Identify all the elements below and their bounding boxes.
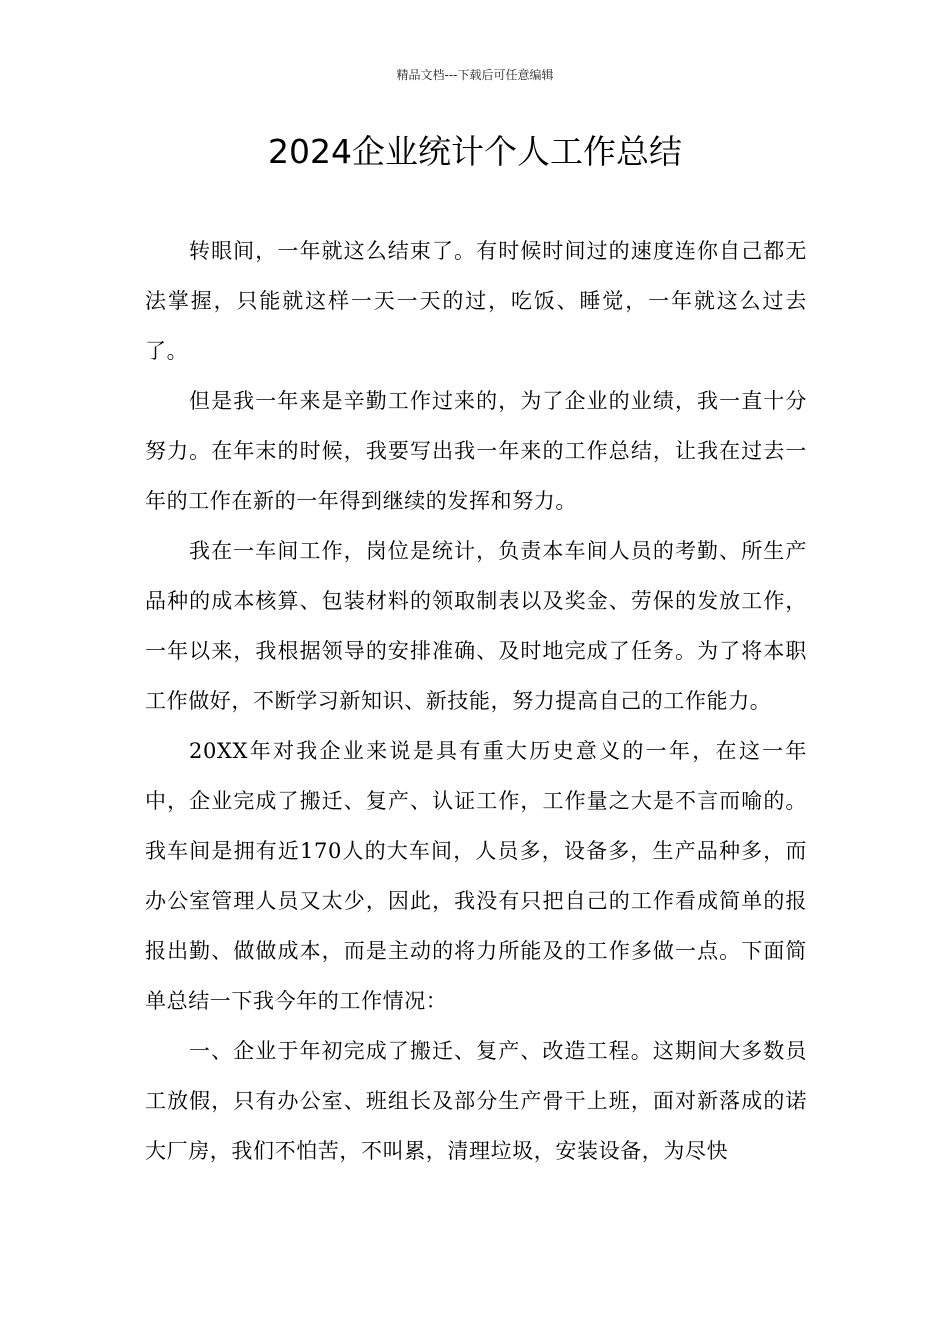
document-body [145,226,807,1176]
document-title: 2024企业统计个人工作总结 [268,132,682,171]
paragraph-4: 20XX年对我企业来说是具有重大历史意义的一年，在这一年中，企业完成了搬迁、复产、认证工作，工作量之大是不言而喻的。我车间是拥有近170人的大车间，人员多，设备多，生产品种多，而办公室管理人员又太少，因此，我没有只把自己的工作看成简单的报报出勤、做做成本，而是主动的将力所能及的工作多做一点。下面简单总结一下我今年的工作情况： [145,739,807,1013]
page-header: 精品文档---下载后可任意编辑 [396,68,554,82]
paragraph-3: 我在一车间工作，岗位是统计，负责本车间人员的考勤、所生产品种的成本核算、包装材料的领取制表以及奖金、劳保的发放工作，一年以来，我根据领导的安排准确、及时地完成了任务。为了将本职工作做好，不断学习新知识、新技能，努力提高自己的工作能力。 [145,539,807,713]
paragraph-1: 转眼间，一年就这么结束了。有时候时间过的速度连你自己都无法掌握，只能就这样一天一天的过，吃饭、睡觉，一年就这么过去了。 [145,239,807,363]
paragraph-2: 但是我一年来是辛勤工作过来的，为了企业的业绩，我一直十分努力。在年末的时候，我要写出我一年来的工作总结，让我在过去一年的工作在新的一年得到继续的发挥和努力。 [145,389,807,513]
paragraph-5: 一、企业于年初完成了搬迁、复产、改造工程。这期间大多数员工放假，只有办公室、班组长及部分生产骨干上班，面对新落成的诺大厂房，我们不怕苦，不叫累，清理垃圾，安装设备，为尽快 [145,1039,807,1163]
